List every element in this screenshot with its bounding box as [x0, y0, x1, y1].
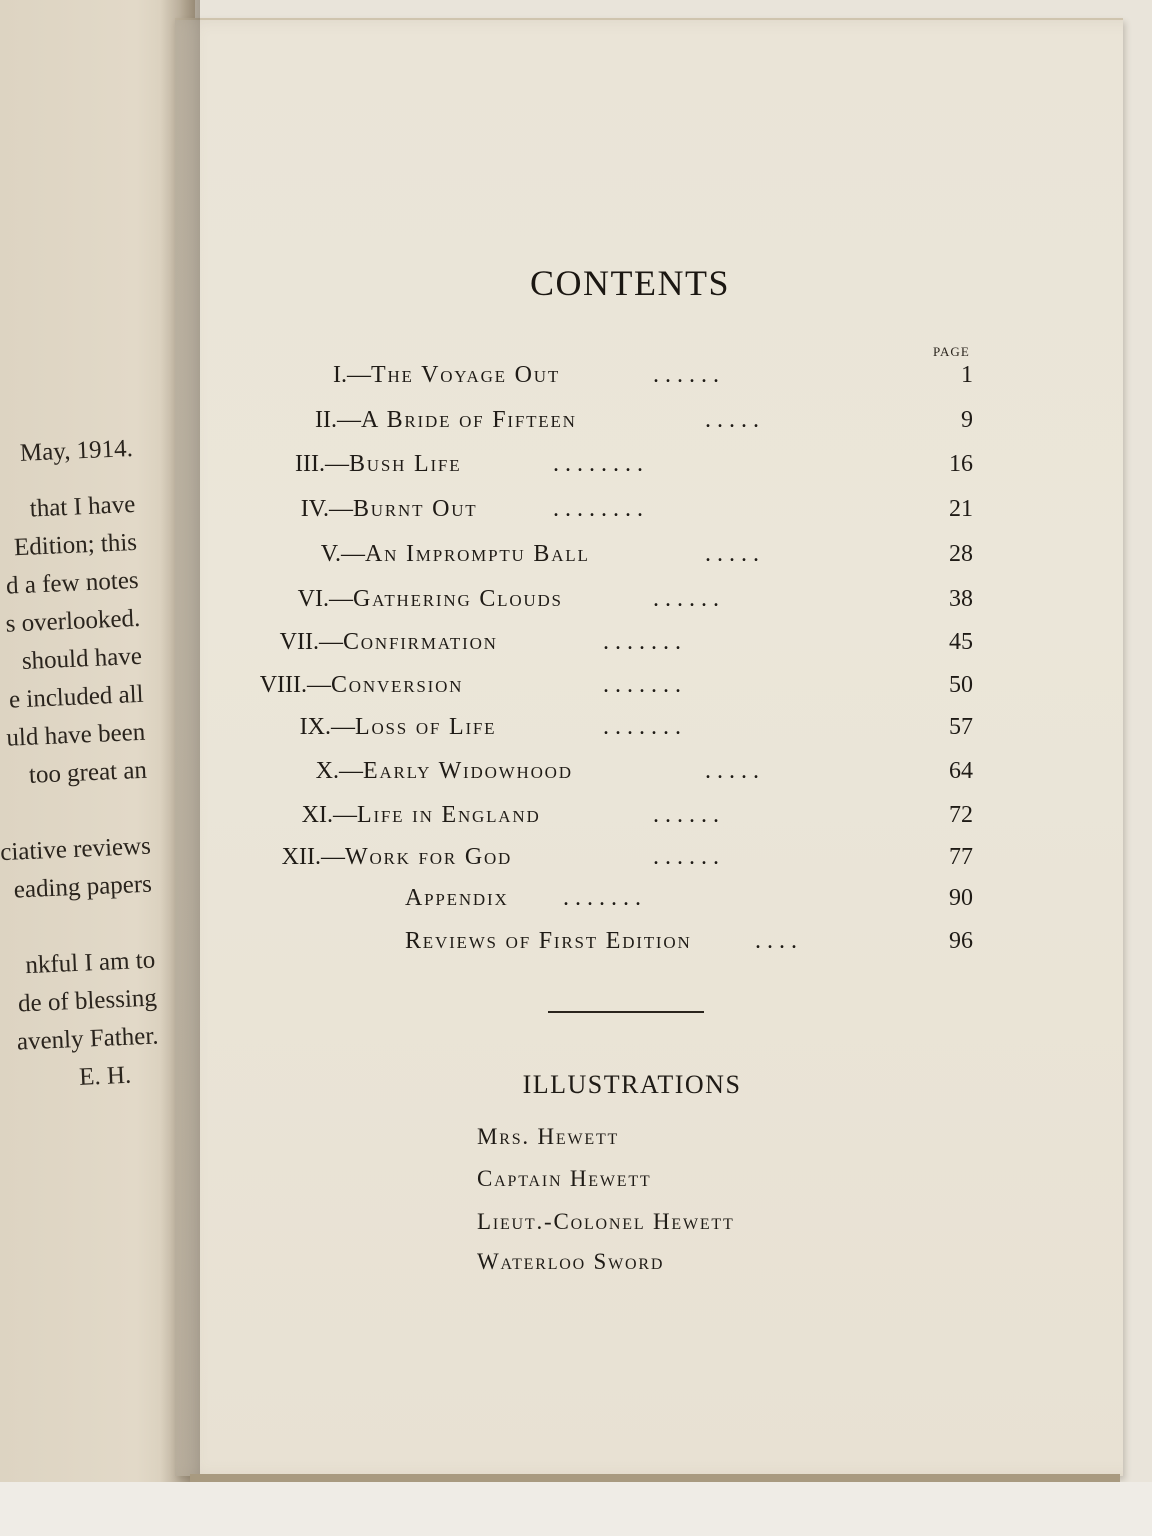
toc-entry — [256, 714, 496, 744]
left-line: uld have been — [5, 718, 146, 752]
toc-chapter-number: XII. — [281, 844, 321, 870]
toc-page-number: 9 — [961, 407, 973, 433]
toc-chapter-number: IX. — [299, 714, 331, 740]
toc-page-number: 96 — [949, 928, 973, 954]
toc-entry — [272, 362, 560, 392]
toc-leader-dots: . . . . . . . — [603, 714, 681, 740]
contents-heading: CONTENTS — [530, 263, 730, 303]
toc-dash: — — [329, 496, 353, 522]
page-column-label: PAGE — [933, 344, 970, 359]
left-line: nkful I am to — [24, 946, 156, 980]
left-line: e included all — [8, 680, 145, 714]
toc-page-number: 64 — [949, 758, 973, 784]
toc-chapter-title: Life in England — [357, 802, 541, 828]
toc-page-number: 77 — [949, 844, 973, 870]
toc-page-number: 90 — [949, 885, 973, 911]
toc-chapter-title: Appendix — [405, 885, 509, 911]
toc-chapter-title: Conversion — [331, 672, 464, 698]
toc-page-number: 38 — [949, 586, 973, 612]
toc-dash: — — [321, 844, 345, 870]
left-line: Edition; this — [13, 528, 138, 562]
left-line: should have — [21, 642, 143, 676]
toc-entry — [405, 928, 692, 958]
illustration-item: Captain Hewett — [477, 1166, 652, 1191]
left-line: May, 1914. — [19, 434, 134, 467]
illustration-item: Mrs. Hewett — [477, 1124, 620, 1149]
toc-entry — [254, 586, 563, 616]
left-line: that I have — [29, 490, 136, 523]
toc-chapter-number: III. — [295, 451, 325, 477]
left-line: s overlooked. — [5, 604, 141, 638]
toc-page-number: 21 — [949, 496, 973, 522]
toc-chapter-number: XI. — [301, 802, 333, 828]
toc-entry — [244, 629, 498, 659]
toc-page-number: 57 — [949, 714, 973, 740]
toc-dash: — — [341, 541, 365, 567]
left-line: de of blessing — [17, 984, 158, 1018]
illustrations-heading: ILLUSTRATIONS — [522, 1070, 742, 1099]
toc-chapter-title: Gathering Clouds — [353, 586, 563, 612]
left-line: d a few notes — [5, 566, 140, 600]
toc-page-number: 16 — [949, 451, 973, 477]
toc-chapter-title: A Bride of Fifteen — [361, 407, 577, 433]
toc-entry — [254, 496, 477, 526]
toc-dash: — — [319, 629, 343, 655]
toc-chapter-number: II. — [315, 407, 337, 433]
toc-chapter-number: VII. — [279, 629, 319, 655]
toc-page-number: 50 — [949, 672, 973, 698]
toc-leader-dots: . . . . . . — [653, 802, 719, 828]
left-signature: E. H. — [78, 1061, 132, 1091]
toc-dash: — — [339, 758, 363, 784]
left-line: eading papers — [13, 870, 153, 904]
toc-leader-dots: . . . . . — [705, 758, 759, 784]
toc-dash: — — [347, 362, 371, 388]
toc-chapter-number: X. — [315, 758, 339, 784]
book-spine — [160, 0, 200, 1536]
toc-entry — [405, 885, 509, 915]
toc-leader-dots: . . . . . — [705, 541, 759, 567]
illustration-item: Waterloo Sword — [477, 1249, 665, 1274]
toc-leader-dots: . . . . . . . — [603, 629, 681, 655]
toc-page-number: 72 — [949, 802, 973, 828]
toc-entry — [232, 672, 463, 702]
toc-leader-dots: . . . . . — [705, 407, 759, 433]
toc-chapter-number: I. — [333, 362, 347, 388]
toc-dash: — — [333, 802, 357, 828]
toc-leader-dots: . . . . . . . . — [553, 451, 643, 477]
toc-dash: — — [307, 672, 331, 698]
toc-chapter-number: VIII. — [259, 672, 307, 698]
toc-chapter-title: Early Widowhood — [363, 758, 573, 784]
toc-chapter-title: Burnt Out — [353, 496, 478, 522]
toc-entry — [250, 451, 461, 481]
toc-leader-dots: . . . . . . . — [563, 885, 641, 911]
toc-chapter-number: VI. — [297, 586, 329, 612]
left-page-text — [0, 430, 161, 1100]
toc-page-number: 1 — [961, 362, 973, 388]
toc-chapter-title: Reviews of First Edition — [405, 928, 692, 954]
toc-page-number: 45 — [949, 629, 973, 655]
toc-chapter-title: Confirmation — [343, 629, 498, 655]
toc-dash: — — [337, 407, 361, 433]
toc-leader-dots: . . . . — [755, 928, 797, 954]
toc-leader-dots: . . . . . . . . — [553, 496, 643, 522]
toc-page-number: 28 — [949, 541, 973, 567]
toc-chapter-title: Work for God — [345, 844, 513, 870]
toc-chapter-title: Loss of Life — [355, 714, 497, 740]
toc-chapter-title: An Impromptu Ball — [365, 541, 590, 567]
page-edge — [190, 1474, 1120, 1482]
toc-chapter-number: IV. — [300, 496, 329, 522]
toc-leader-dots: . . . . . . . — [603, 672, 681, 698]
toc-chapter-title: The Voyage Out — [371, 362, 561, 388]
left-line: avenly Father. — [16, 1022, 160, 1056]
illustration-item: Lieut.-Colonel Hewett — [477, 1209, 735, 1234]
toc-entry — [258, 802, 541, 832]
toc-leader-dots: . . . . . . — [653, 844, 719, 870]
toc-chapter-number: V. — [320, 541, 341, 567]
section-divider — [548, 1011, 704, 1013]
toc-leader-dots: . . . . . . — [653, 362, 719, 388]
toc-leader-dots: . . . . . . — [653, 586, 719, 612]
left-line: ciative reviews — [0, 832, 152, 867]
toc-entry — [264, 758, 573, 788]
table-surface — [0, 1482, 1152, 1536]
toc-dash: — — [331, 714, 355, 740]
toc-entry — [266, 541, 590, 571]
toc-entry — [246, 844, 512, 874]
toc-dash: — — [325, 451, 349, 477]
toc-chapter-title: Bush Life — [349, 451, 462, 477]
toc-entry — [262, 407, 577, 437]
toc-dash: — — [329, 586, 353, 612]
left-line: too great an — [28, 756, 148, 789]
